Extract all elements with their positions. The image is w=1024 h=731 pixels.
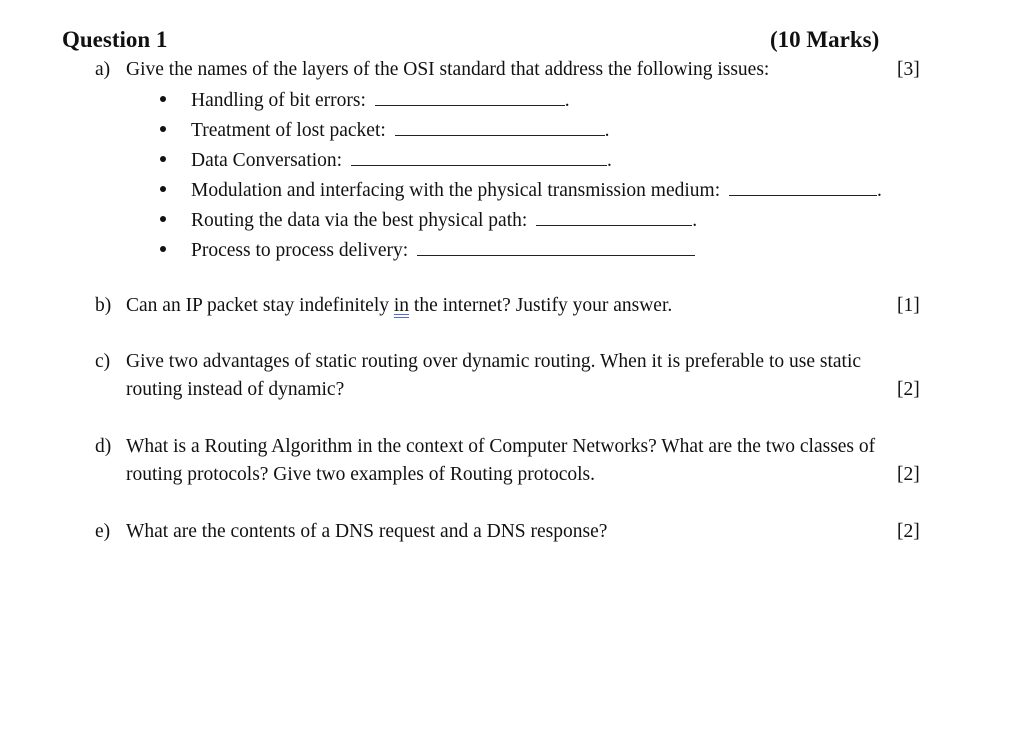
bullet-icon xyxy=(160,246,166,252)
part-b-text-before: Can an IP packet stay indefinitely xyxy=(126,295,394,316)
answer-blank[interactable] xyxy=(395,120,605,136)
bullet-icon xyxy=(160,186,166,192)
item-end: . xyxy=(692,210,698,231)
part-e-marks: [2] xyxy=(897,521,920,542)
item-label: Data Conversation: xyxy=(191,150,343,171)
part-d-marks: [2] xyxy=(897,464,920,485)
answer-blank[interactable] xyxy=(729,180,877,196)
part-b-question xyxy=(126,296,672,316)
answer-blank[interactable] xyxy=(375,90,565,106)
item-modulation xyxy=(191,180,882,201)
part-c-letter: c) xyxy=(95,351,111,372)
part-d-line2: routing protocols? Give two examples of Routing protocols. xyxy=(126,464,596,485)
part-b-marks: [1] xyxy=(897,295,920,316)
item-end: . xyxy=(604,120,610,141)
part-a-marks: [3] xyxy=(897,59,920,80)
part-b-letter: b) xyxy=(95,295,112,316)
bullet-icon xyxy=(160,126,166,132)
part-e-question: What are the contents of a DNS request and a DNS response? xyxy=(126,521,608,542)
item-data-conversation xyxy=(191,150,612,171)
part-c-line2: routing instead of dynamic? xyxy=(126,379,345,400)
item-end: . xyxy=(606,150,612,171)
item-label: Routing the data via the best physical path: xyxy=(191,210,528,231)
item-routing-path xyxy=(191,210,697,231)
bullet-icon xyxy=(160,156,166,162)
part-e-letter: e) xyxy=(95,521,111,542)
item-label: Treatment of lost packet: xyxy=(191,120,386,141)
part-b-text-after: the internet? Justify your answer. xyxy=(409,295,673,316)
item-end: . xyxy=(877,180,882,201)
part-c-marks: [2] xyxy=(897,379,920,400)
answer-blank[interactable] xyxy=(351,150,607,166)
part-b-underlined-word: in xyxy=(393,295,410,316)
part-d-letter: d) xyxy=(95,436,112,457)
part-a-letter: a) xyxy=(95,59,111,80)
question-title: Question 1 xyxy=(62,27,168,52)
item-process-delivery xyxy=(191,240,695,261)
bullet-icon xyxy=(160,96,166,102)
bullet-icon xyxy=(160,216,166,222)
item-label: Process to process delivery: xyxy=(191,240,409,261)
part-a-prompt: Give the names of the layers of the OSI standard that address the following issues: xyxy=(126,59,770,80)
question-marks: (10 Marks) xyxy=(770,27,880,52)
item-label: Modulation and interfacing with the physical transmission medium: xyxy=(191,180,721,201)
part-c-line1: Give two advantages of static routing over dynamic routing. When it is preferable to use static xyxy=(126,351,862,372)
part-d-line1: What is a Routing Algorithm in the context of Computer Networks? What are the two classes of xyxy=(126,436,876,457)
item-end: . xyxy=(564,90,570,111)
item-bit-errors xyxy=(191,90,570,111)
answer-blank[interactable] xyxy=(536,210,692,226)
item-label: Handling of bit errors: xyxy=(191,90,366,111)
item-lost-packet xyxy=(191,120,610,141)
answer-blank[interactable] xyxy=(417,240,695,256)
